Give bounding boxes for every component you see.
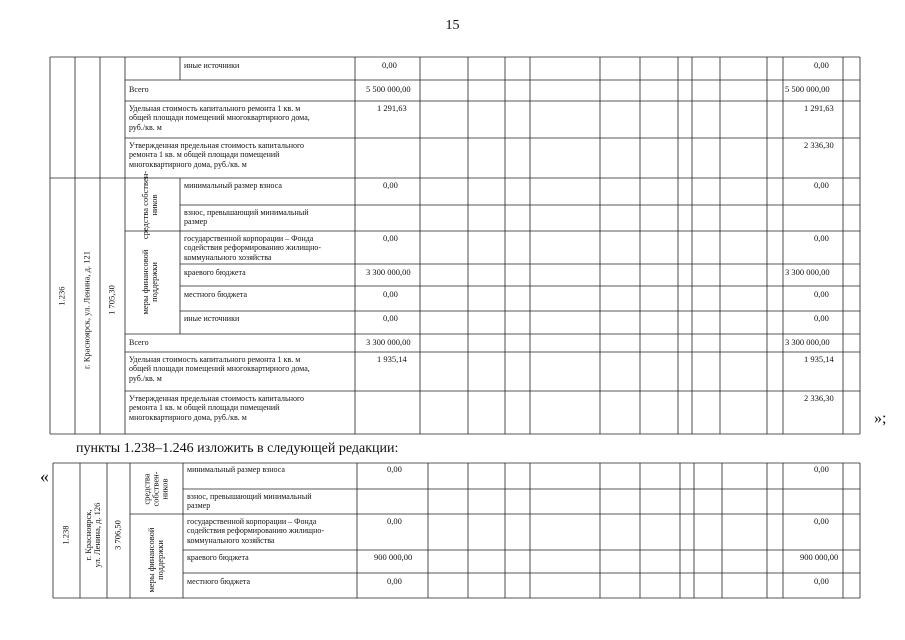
t1-corp-total: 0,00 (814, 233, 829, 243)
t2-local-label: местного бюджета (187, 577, 251, 586)
t1-min-total: 0,00 (814, 180, 829, 190)
t2-region-value: 900 000,00 (374, 552, 413, 562)
t1-address: г. Красноярск, ул. Ленина, д. 121 (81, 250, 92, 370)
t2-min-total: 0,00 (814, 464, 829, 474)
t1-other-label: иные источники (184, 314, 240, 323)
t1-limit-label: Утвержденная предельная стоимость капитального ремонта 1 кв. м общей площади помещений многоквартирного дома, руб./кв. м (129, 394, 305, 422)
closing-quote: »; (874, 410, 887, 427)
t2-region-total: 900 000,00 (800, 552, 839, 562)
t1-total-value: 3 300 000,00 (366, 337, 411, 347)
t1-top-unit-value: 1 291,63 (377, 103, 407, 113)
t1-local-label: местного бюджета (184, 290, 248, 299)
t1-top-total-label: Всего (129, 85, 149, 94)
t1-top-total-total: 5 500 000,00 (785, 84, 830, 94)
t1-top-unit-total: 1 291,63 (804, 103, 834, 113)
t1-area: 1 705,30 (106, 285, 117, 315)
t1-total-label: Всего (129, 338, 149, 347)
t2-min-value: 0,00 (387, 464, 402, 474)
t1-top-other-value: 0,00 (382, 60, 397, 70)
t2-address: г. Красноярск, ул. Ленина, д. 126 (83, 502, 102, 568)
t1-region-label: краевого бюджета (184, 268, 246, 277)
t1-total-total: 3 300 000,00 (785, 337, 830, 347)
opening-quote: « (40, 466, 49, 486)
t2-local-value: 0,00 (387, 576, 402, 586)
page-number: 15 (445, 18, 460, 33)
t1-region-total: 3 300 000,00 (785, 267, 830, 277)
t2-min-label: минимальный размер взноса (187, 465, 285, 474)
t2-region-label: краевого бюджета (187, 553, 249, 562)
t1-top-limit-total: 2 336,30 (804, 140, 834, 150)
t2-corp-value: 0,00 (387, 516, 402, 526)
t1-other-value: 0,00 (383, 313, 398, 323)
t2-area: 3 706,50 (112, 520, 123, 550)
t1-corp-label: государственной корпорации – Фонда содействия реформированию жилищно- коммунального хозяйства (184, 234, 322, 262)
t2-corp-label: государственной корпорации – Фонда содействия реформированию жилищно- коммунального хозяйства (187, 517, 325, 545)
t1-unit-label: Удельная стоимость капитального ремонта 1 кв. м общей площади помещений многоквартирного дома, руб./кв. м (129, 355, 310, 383)
t1-region-value: 3 300 000,00 (366, 267, 411, 277)
t1-min-value: 0,00 (383, 180, 398, 190)
t1-group-support: меры финансовой поддержки (140, 249, 159, 315)
t1-over-label: взнос, превышающий минимальный размер (184, 208, 309, 227)
t1-top-limit-label: Утвержденная предельная стоимость капитального ремонта 1 кв. м общей площади помещений многоквартирного дома, руб./кв. м (129, 141, 305, 169)
t2-group-support: меры финансовой поддержки (146, 527, 165, 593)
amendment-heading: пункты 1.238–1.246 изложить в следующей редакции: (76, 441, 399, 456)
t1-limit-total: 2 336,30 (804, 393, 834, 403)
t2-over-label: взнос, превышающий минимальный размер (187, 492, 312, 511)
t1-group-owners: средства собствен- ников (140, 170, 159, 240)
t1-top-other-total: 0,00 (814, 60, 829, 70)
t1-corp-value: 0,00 (383, 233, 398, 243)
t2-group-owners: средства собствен- ников (141, 471, 170, 507)
t2-corp-total: 0,00 (814, 516, 829, 526)
t1-min-label: минимальный размер взноса (184, 181, 282, 190)
t2-row-number: 1.238 (60, 525, 71, 545)
t1-top-unit-label: Удельная стоимость капитального ремонта 1 кв. м общей площади помещений многоквартирного дома, руб./кв. м (129, 104, 310, 132)
t2-local-total: 0,00 (814, 576, 829, 586)
t1-local-value: 0,00 (383, 289, 398, 299)
t1-top-other-label: иные источники (184, 61, 240, 70)
t1-other-total: 0,00 (814, 313, 829, 323)
t1-unit-total: 1 935,14 (804, 354, 834, 364)
t1-unit-value: 1 935,14 (377, 354, 407, 364)
t1-top-total-value: 5 500 000,00 (366, 84, 411, 94)
t1-row-number: 1.236 (56, 286, 67, 306)
t1-local-total: 0,00 (814, 289, 829, 299)
